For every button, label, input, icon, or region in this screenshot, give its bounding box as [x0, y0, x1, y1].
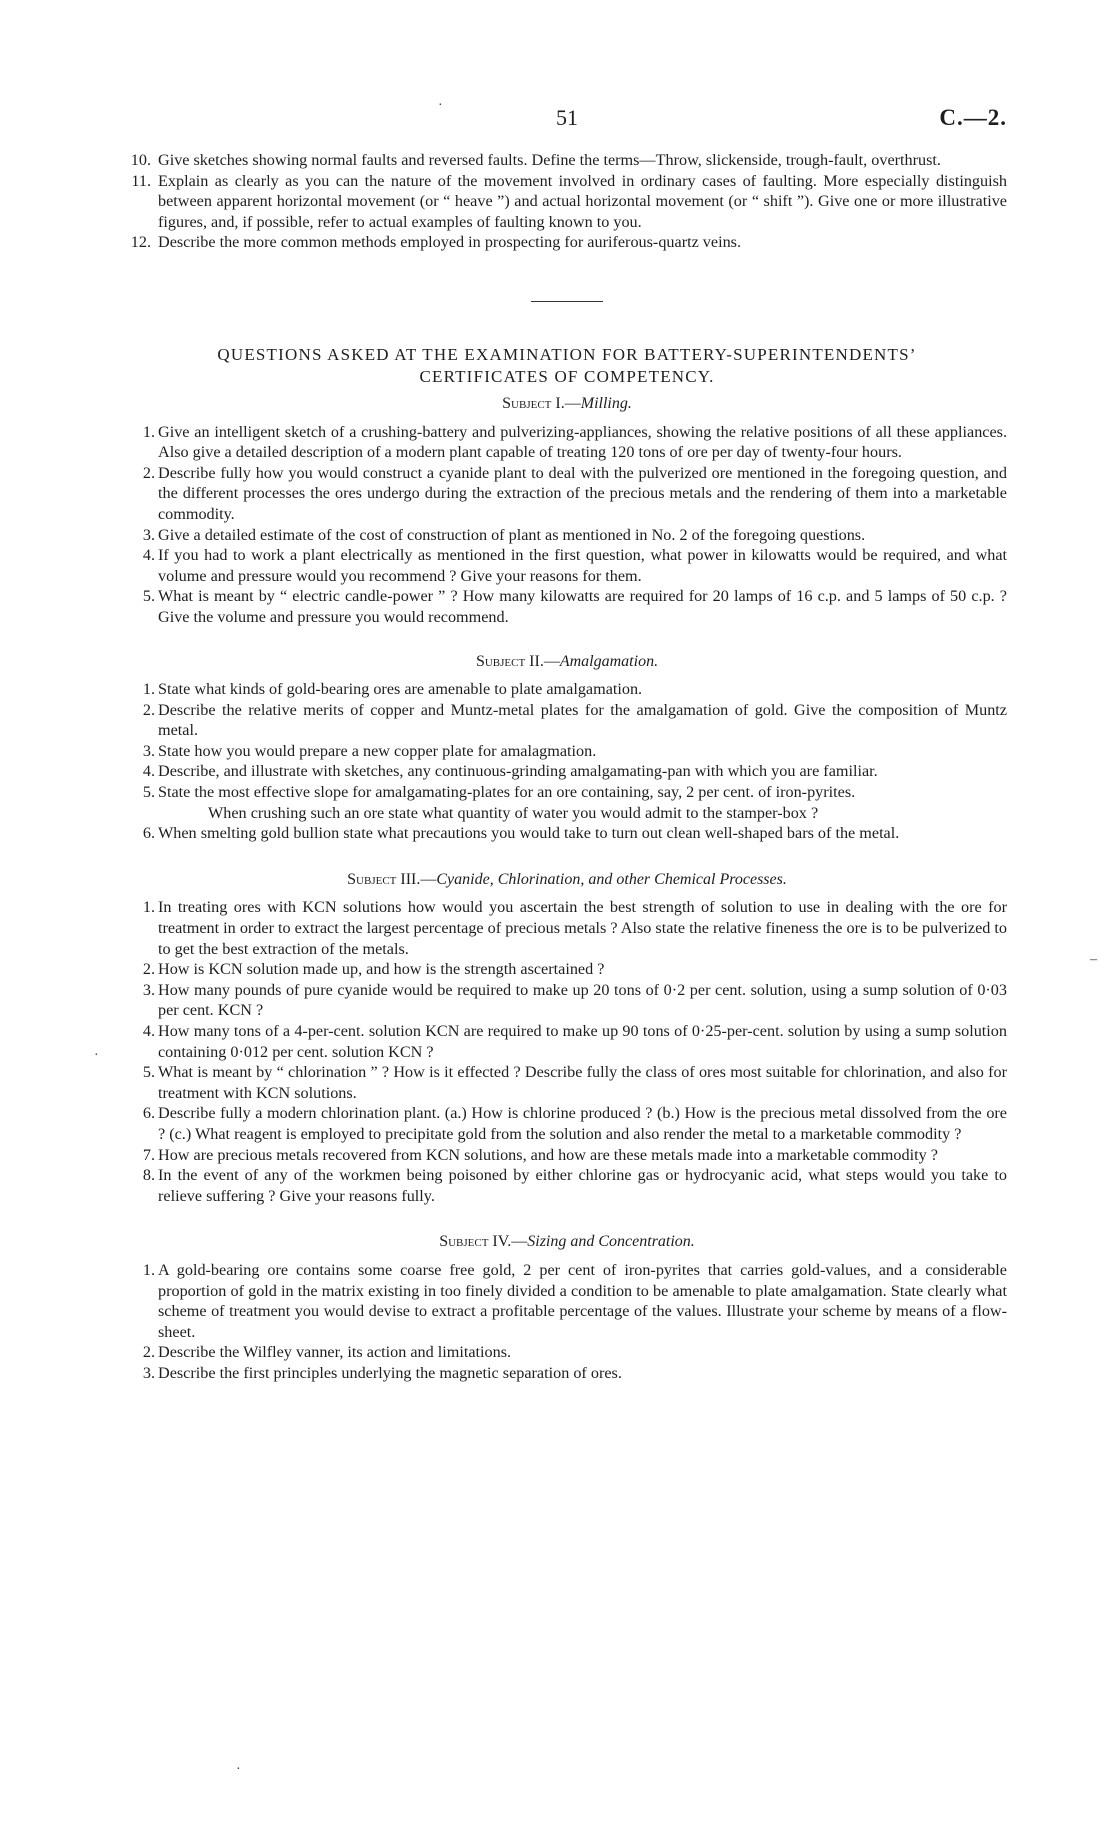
- question-item: [127, 980, 1007, 1021]
- question-number: 5.: [142, 783, 155, 802]
- question-number: 6.: [142, 1104, 155, 1123]
- section-divider: [531, 301, 603, 302]
- question-text: Describe the Wilfley vanner, its action and limitations.: [158, 1343, 512, 1362]
- question-item: [127, 1363, 1007, 1384]
- question-text: How many pounds of pure cyanide would be required to make up 20 tons of 0·2 per cent. solution, using a sump solution of 0·03 per cent. KCN ?: [158, 980, 1007, 1020]
- question-number: 11.: [131, 171, 151, 190]
- question-item: [127, 679, 1007, 700]
- question-item: [127, 586, 1007, 627]
- question-item: [127, 171, 1007, 233]
- question-item: [127, 741, 1007, 762]
- question-text: What is meant by “ chlorination ” ? How is it effected ? Describe fully the class of ores most suitable for chlorination, and also for treatment with KCN solutions.: [158, 1063, 1007, 1102]
- question-item: [127, 232, 1007, 253]
- question-number: 2.: [142, 960, 155, 979]
- subject-heading-sizing: [127, 1232, 1007, 1253]
- question-continuation: When crushing such an ore state what quantity of water you would admit to the stamper-box ?: [208, 803, 819, 822]
- question-number: 5.: [142, 587, 155, 606]
- question-number: 4.: [142, 546, 155, 565]
- margin-speck: ·: [94, 1048, 99, 1063]
- question-number: 6.: [142, 824, 155, 843]
- question-item: [127, 1145, 1007, 1166]
- question-text: How are precious metals recovered from KCN solutions, and how are these metals made into a marketable commodity ?: [158, 1145, 938, 1164]
- question-text: If you had to work a plant electrically as mentioned in the first question, what power in kilowatts would be required, and what volume and pressure would you recommend ? Give your reasons for them.: [158, 546, 1007, 585]
- milling-question-list: [127, 422, 1007, 628]
- examination-title: [127, 344, 1007, 388]
- question-item: [127, 959, 1007, 980]
- page-body: [127, 150, 1007, 1384]
- question-text: What is meant by “ electric candle-power ” ? How many kilowatts are required for 20 lamps of 16 c.p. and 5 lamps of 50 c.p. ? Give the volume and pressure you would recommend.: [158, 587, 1007, 626]
- question-number: 4.: [142, 1022, 155, 1040]
- question-text: State what kinds of gold-bearing ores are amenable to plate amalgamation.: [158, 680, 643, 699]
- page-number: 51: [556, 105, 578, 130]
- print-speck: ·: [236, 1762, 241, 1777]
- question-number: 3.: [142, 741, 155, 760]
- question-text: State the most effective slope for amalgamating-plates for an ore containing, say, 2 per cent. of iron-pyrites.: [158, 783, 856, 802]
- question-number: 2.: [142, 700, 155, 719]
- subject-heading-chemical-processes: [127, 870, 1007, 891]
- question-item: [127, 525, 1007, 546]
- question-item: [127, 700, 1007, 741]
- question-item: [127, 422, 1007, 463]
- question-item: [127, 463, 1007, 525]
- question-item: [127, 1165, 1007, 1206]
- question-number: 2.: [142, 1343, 155, 1362]
- question-text: Explain as clearly as you can the nature of the movement involved in ordinary cases of faulting. More especially distinguish between apparent horizontal movement (or “ heave ”) and actual horizontal movement (or “ shift ”). Give one or more illustrative figures, and, if possible, refer to actual examples of faulting known to you.: [158, 171, 1007, 231]
- examination-title-line-1: QUESTIONS ASKED AT THE EXAMINATION FOR BATTERY-SUPERINTENDENTS’: [217, 344, 917, 364]
- margin-dash-mark: –: [1090, 952, 1097, 967]
- subject-name: Amalgamation.: [559, 652, 659, 670]
- question-text: When smelting gold bullion state what precautions you would take to turn out clean well-shaped bars of the metal.: [158, 824, 900, 843]
- question-text: State how you would prepare a new copper plate for amalagmation.: [158, 741, 597, 760]
- question-number: 3.: [142, 525, 155, 544]
- subject-heading-milling: [127, 394, 1007, 415]
- page-header: [127, 105, 1007, 139]
- question-text: A gold-bearing ore contains some coarse free gold, 2 per cent of iron-pyrites that carries gold-values, and a considerable proportion of gold in the matrix existing in too finely divided a condition to be amenable to plate amalgamation. State clearly what scheme of treatment you would devise to extract a profitable percentage of the values. Illustrate your scheme by means of a flow-sheet.: [158, 1260, 1007, 1341]
- question-number: 1.: [142, 422, 155, 441]
- question-number: 1.: [142, 898, 155, 917]
- question-item: [127, 1062, 1007, 1103]
- question-number: 2.: [142, 463, 155, 482]
- question-number: 5.: [142, 1063, 155, 1082]
- question-number: 1.: [142, 680, 155, 699]
- question-text: Describe the first principles underlying the magnetic separation of ores.: [158, 1363, 622, 1382]
- question-number: 1.: [142, 1260, 155, 1279]
- question-text: Describe fully a modern chlorination plant. (a.) How is chlorine produced ? (b.) How is the precious metal dissolved from the ore ? (c.) What reagent is employed to precipitate gold from the solution and also render the metal to a marketable commodity ?: [158, 1104, 1007, 1143]
- subject-name: Milling.: [580, 394, 632, 412]
- question-number: 3.: [142, 1363, 155, 1382]
- question-item: [127, 150, 1007, 171]
- subject-name: Cyanide, Chlorination, and other Chemical Processes.: [436, 870, 787, 888]
- question-item: [127, 1021, 1007, 1062]
- question-text: Give a detailed estimate of the cost of construction of plant as mentioned in No. 2 of the foregoing questions.: [158, 525, 866, 544]
- question-item: [127, 1103, 1007, 1144]
- print-speck: ·: [438, 98, 443, 113]
- question-text: Describe the relative merits of copper and Muntz-metal plates for the amalgamation of gold. Give the composition of Muntz metal.: [158, 700, 1007, 740]
- subject-prefix: Subject IV.—: [439, 1233, 528, 1251]
- question-text: Describe, and illustrate with sketches, any continuous-grinding amalgamating-pan with which you are familiar.: [158, 762, 878, 781]
- question-text: Describe the more common methods employed in prospecting for auriferous-quartz veins.: [158, 233, 742, 252]
- subject-name: Sizing and Concentration.: [527, 1233, 695, 1251]
- amalgamation-question-list: [127, 679, 1007, 844]
- question-text: Give sketches showing normal faults and reversed faults. Define the terms—Throw, slickenside, trough-fault, overthrust.: [158, 151, 941, 169]
- question-item: [127, 1260, 1007, 1342]
- question-text: In treating ores with KCN solutions how would you ascertain the best strength of solution to use in dealing with the ore for treatment in order to extract the largest percentage of precious metals ? Also state the relative fineness the ore is to be pulverized to to get the best extraction of the metals.: [158, 898, 1007, 958]
- question-item: [127, 782, 1007, 823]
- question-number: 3.: [142, 980, 155, 999]
- question-item: [127, 897, 1007, 959]
- subject-prefix: Subject II.—: [475, 652, 560, 670]
- examination-title-line-2: CERTIFICATES OF COMPETENCY.: [419, 366, 715, 386]
- question-item: [127, 545, 1007, 586]
- sizing-question-list: [127, 1260, 1007, 1384]
- question-text: In the event of any of the workmen being poisoned by either chlorine gas or hydrocyanic acid, what steps would you take to relieve suffering ? Give your reasons fully.: [158, 1166, 1007, 1205]
- question-text: Describe fully how you would construct a cyanide plant to deal with the pulverized ore mentioned in the foregoing question, and the different processes the ores undergo during the extraction of the precious metals and the rendering of them into a marketable commodity.: [158, 463, 1007, 523]
- subject-prefix: Subject III.—: [347, 870, 437, 888]
- subject-prefix: Subject I.—: [502, 394, 581, 412]
- question-number: 8.: [142, 1166, 155, 1185]
- question-number: 4.: [142, 762, 155, 781]
- question-text: How is KCN solution made up, and how is the strength ascertained ?: [158, 960, 605, 979]
- geology-question-list: [127, 150, 1007, 253]
- subject-heading-amalgamation: [127, 652, 1007, 673]
- document-reference: C.—2.: [939, 105, 1007, 130]
- question-text: How many tons of a 4-per-cent. solution KCN are required to make up 90 tons of 0·25-per-cent. solution by using a sump solution containing 0·012 per cent. solution KCN ?: [158, 1022, 1007, 1061]
- question-text: Give an intelligent sketch of a crushing-battery and pulverizing-appliances, showing the relative positions of all these appliances. Also give a detailed description of a modern plant capable of treating 120 tons of ore per day of twenty-four hours.: [158, 422, 1007, 462]
- question-number: 10.: [130, 151, 151, 169]
- question-item: [127, 1342, 1007, 1363]
- question-number: 12.: [130, 233, 151, 252]
- chemical-question-list: [127, 897, 1007, 1206]
- question-item: [127, 823, 1007, 844]
- question-item: [127, 761, 1007, 782]
- question-number: 7.: [142, 1145, 155, 1164]
